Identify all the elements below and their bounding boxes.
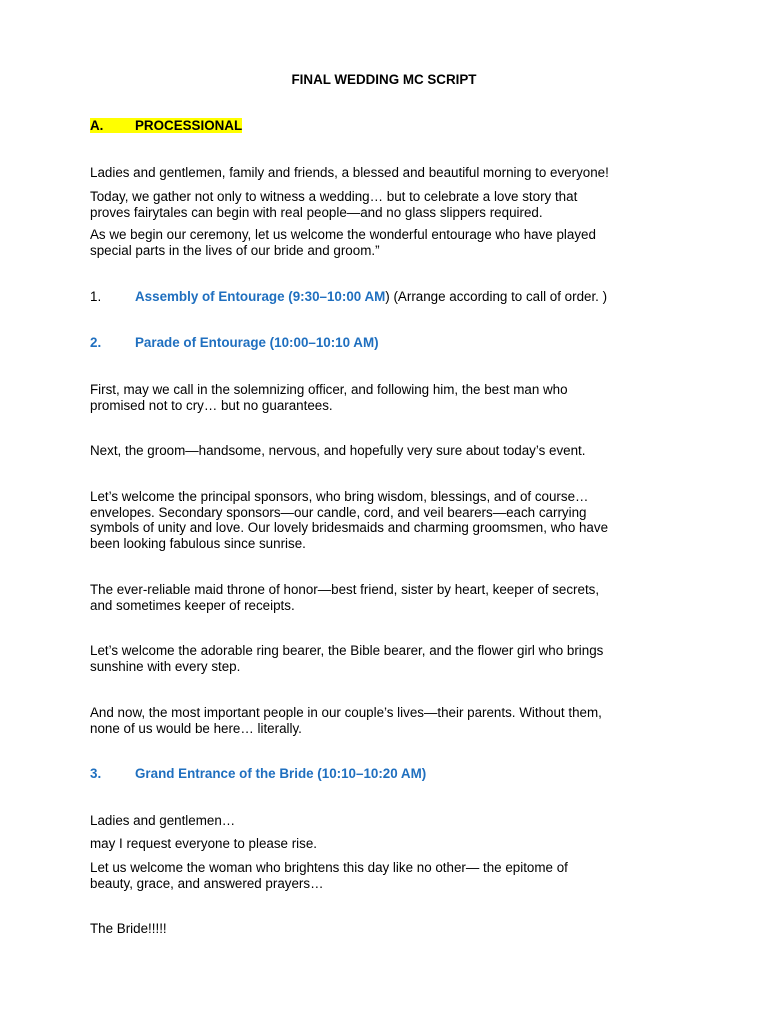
parade-paragraph-5-line-2: sunshine with every step. xyxy=(90,658,241,674)
item-2 xyxy=(90,335,690,351)
intro-paragraph-1-line-1: Ladies and gentlemen, family and friends, a blessed and beautiful morning to everyone! xyxy=(90,165,609,180)
intro-paragraph-2-line-1: Today, we gather not only to witness a wedding… but to celebrate a love story that xyxy=(90,189,578,204)
parade-paragraph-5 xyxy=(90,643,690,674)
parade-paragraph-2 xyxy=(90,443,690,459)
section-a-highlight xyxy=(90,118,242,133)
intro-paragraph-3-line-2: special parts in the lives of our bride and groom.” xyxy=(90,242,380,258)
parade-paragraph-1-line-2: promised not to cry… but no guarantees. xyxy=(90,397,333,413)
bride-paragraph-2 xyxy=(90,836,690,852)
intro-paragraph-2-line-2: proves fairytales can begin with real people—and no glass slippers required. xyxy=(90,204,543,220)
intro-paragraph-1 xyxy=(90,165,690,181)
parade-paragraph-4-line-1: The ever-reliable maid throne of honor—best friend, sister by heart, keeper of secrets, xyxy=(90,582,600,597)
parade-paragraph-6-line-1: And now, the most important people in our couple’s lives—their parents. Without them, xyxy=(90,705,602,720)
section-a-heading xyxy=(90,118,690,134)
item-1-number: 1. xyxy=(90,289,102,304)
item-1-suffix: ) (Arrange according to call of order. ) xyxy=(385,289,608,304)
bride-paragraph-3-line-2: beauty, grace, and answered prayers… xyxy=(90,875,324,891)
parade-paragraph-1 xyxy=(90,382,690,413)
parade-paragraph-4 xyxy=(90,582,690,613)
intro-paragraph-3 xyxy=(90,227,690,258)
bride-paragraph-1 xyxy=(90,813,690,829)
parade-paragraph-3-line-3: symbols of unity and love. Our lovely bridesmaids and charming groomsmen, who have xyxy=(90,520,609,535)
parade-paragraph-4-line-2: and sometimes keeper of receipts. xyxy=(90,597,295,613)
item-2-number: 2. xyxy=(90,335,102,350)
section-a-label: PROCESSIONAL xyxy=(135,118,243,133)
section-a-number: A. xyxy=(90,118,104,133)
bride-paragraph-2-line-1: may I request everyone to please rise. xyxy=(90,836,318,851)
bride-paragraph-3 xyxy=(90,860,690,891)
intro-paragraph-2 xyxy=(90,189,690,220)
parade-paragraph-6 xyxy=(90,705,690,736)
bride-paragraph-4 xyxy=(90,921,690,937)
parade-paragraph-3-line-1: Let’s welcome the principal sponsors, who bring wisdom, blessings, and of course… xyxy=(90,489,589,504)
bride-paragraph-1-line-1: Ladies and gentlemen… xyxy=(90,813,236,828)
parade-paragraph-1-line-1: First, may we call in the solemnizing officer, and following him, the best man who xyxy=(90,382,568,397)
parade-paragraph-3 xyxy=(90,489,690,551)
document-title: FINAL WEDDING MC SCRIPT xyxy=(291,72,477,87)
item-1 xyxy=(90,289,690,305)
parade-paragraph-6-line-2: none of us would be here… literally. xyxy=(90,720,302,736)
parade-paragraph-2-line-1: Next, the groom—handsome, nervous, and hopefully very sure about today’s event. xyxy=(90,443,586,458)
bride-paragraph-3-line-1: Let us welcome the woman who brightens this day like no other— the epitome of xyxy=(90,860,568,875)
parade-paragraph-3-line-4: been looking fabulous since sunrise. xyxy=(90,535,306,551)
parade-paragraph-3-line-2: envelopes. Secondary sponsors—our candle, cord, and veil bearers—each carrying xyxy=(90,504,587,520)
item-1-label: Assembly of Entourage (9:30–10:00 AM xyxy=(135,289,386,304)
item-3 xyxy=(90,766,690,782)
item-3-number: 3. xyxy=(90,766,102,781)
intro-paragraph-3-line-1: As we begin our ceremony, let us welcome the wonderful entourage who have played xyxy=(90,227,596,242)
bride-paragraph-4-line-1: The Bride!!!!! xyxy=(90,921,167,936)
parade-paragraph-5-line-1: Let’s welcome the adorable ring bearer, the Bible bearer, and the flower girl who brings xyxy=(90,643,604,658)
item-3-label: Grand Entrance of the Bride (10:10–10:20 AM) xyxy=(135,766,427,781)
item-2-label: Parade of Entourage (10:00–10:10 AM) xyxy=(135,335,379,350)
